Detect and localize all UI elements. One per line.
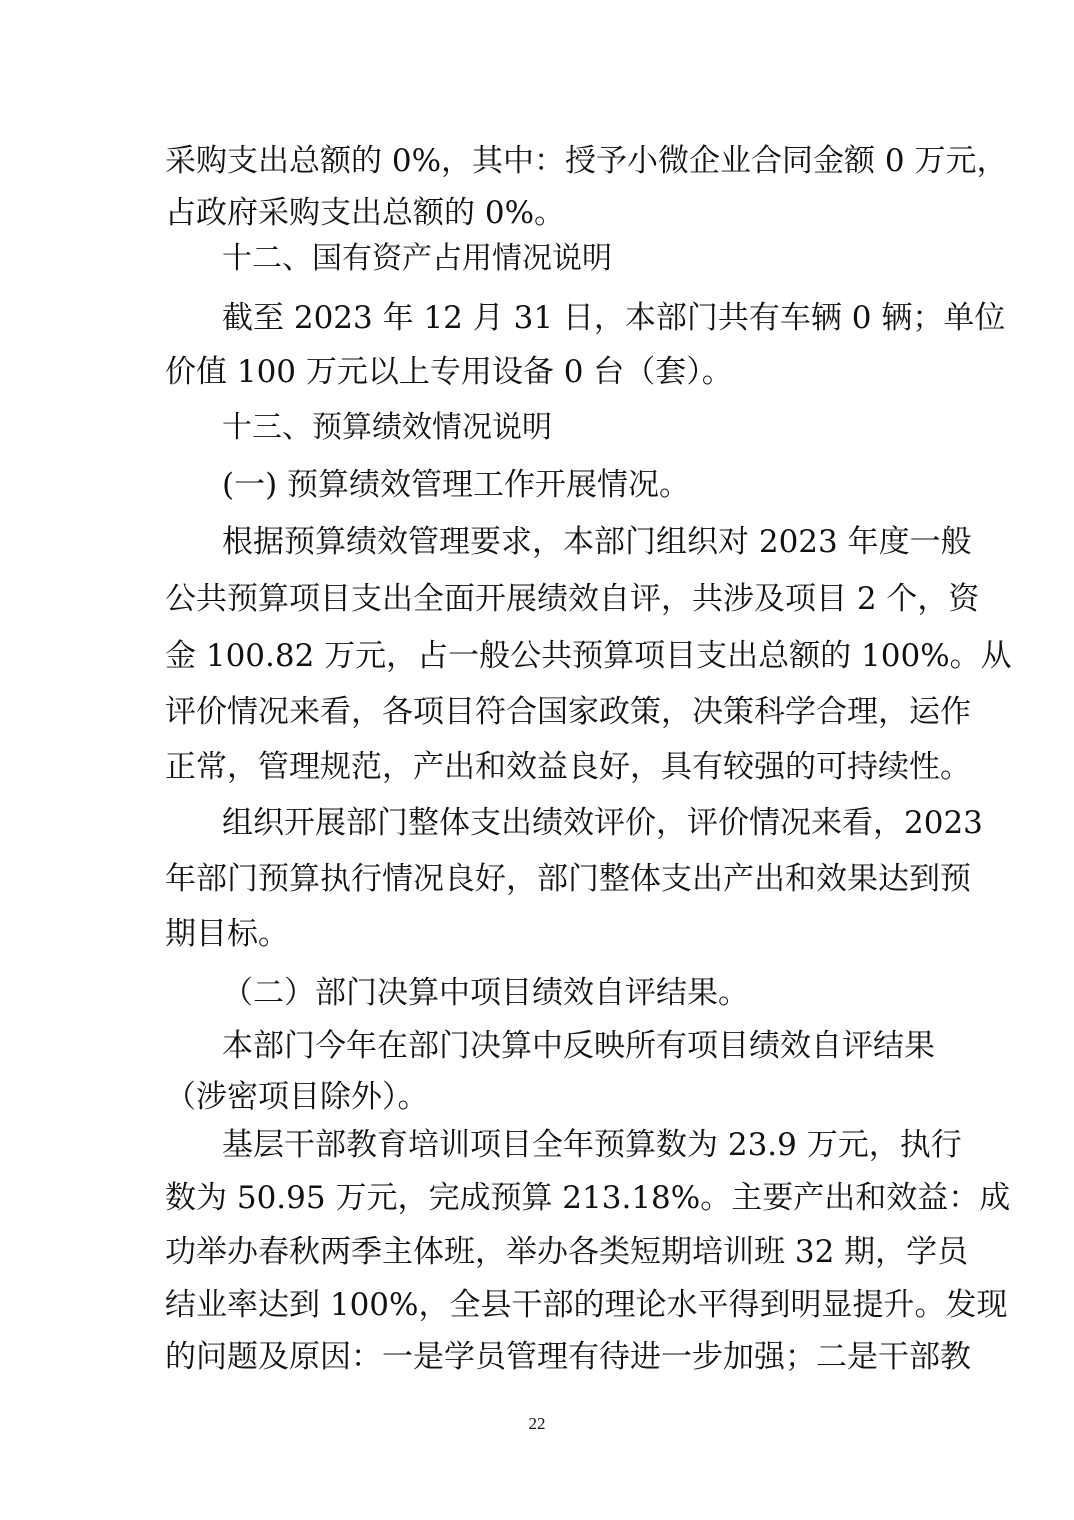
page-number: 22 (528, 1414, 546, 1433)
text-line: 期目标。 (165, 916, 289, 952)
text-line: 正常，管理规范，产出和效益良好，具有较强的可持续性。 (165, 749, 971, 785)
text-line: 本部门今年在部门决算中反映所有项目绩效自评结果 (222, 1028, 935, 1064)
text-line: （涉密项目除外）。 (165, 1079, 429, 1115)
text-line: 占政府采购支出总额的 0%。 (165, 195, 566, 231)
text-line: 公共预算项目支出全面开展绩效自评，共涉及项目 2 个，资 (165, 581, 980, 617)
text-line: 价值 100 万元以上专用设备 0 台（套）。 (165, 354, 733, 390)
text-line: 结业率达到 100%，全县干部的理论水平得到明显提升。发现 (165, 1287, 1008, 1323)
subsection-heading: (一) 预算绩效管理工作开展情况。 (222, 467, 691, 503)
text-line: 功举办春秋两季主体班，举办各类短期培训班 32 期，学员 (165, 1234, 969, 1270)
text-line: 基层干部教育培训项目全年预算数为 23.9 万元，执行 (222, 1127, 962, 1163)
section-heading: 十二、国有资产占用情况说明 (222, 241, 612, 276)
subsection-heading: （二）部门决算中项目绩效自评结果。 (222, 975, 749, 1011)
text-line: 的问题及原因：一是学员管理有待进一步加强；二是干部教 (165, 1339, 971, 1375)
text-line: 金 100.82 万元，占一般公共预算项目支出总额的 100%。从 (165, 638, 1012, 674)
text-line: 根据预算绩效管理要求，本部门组织对 2023 年度一般 (222, 524, 972, 560)
text-line: 组织开展部门整体支出绩效评价，评价情况来看，2023 (222, 805, 983, 841)
section-heading: 十三、预算绩效情况说明 (222, 410, 552, 445)
text-line: 年部门预算执行情况良好，部门整体支出产出和效果达到预 (165, 861, 971, 897)
text-line: 截至 2023 年 12 月 31 日，本部门共有车辆 0 辆；单位 (222, 300, 1006, 336)
text-line: 数为 50.95 万元，完成预算 213.18%。主要产出和效益：成 (165, 1180, 1011, 1216)
text-line: 评价情况来看，各项目符合国家政策，决策科学合理，运作 (165, 694, 971, 730)
text-line: 采购支出总额的 0%，其中：授予小微企业合同金额 0 万元， (165, 143, 1008, 179)
